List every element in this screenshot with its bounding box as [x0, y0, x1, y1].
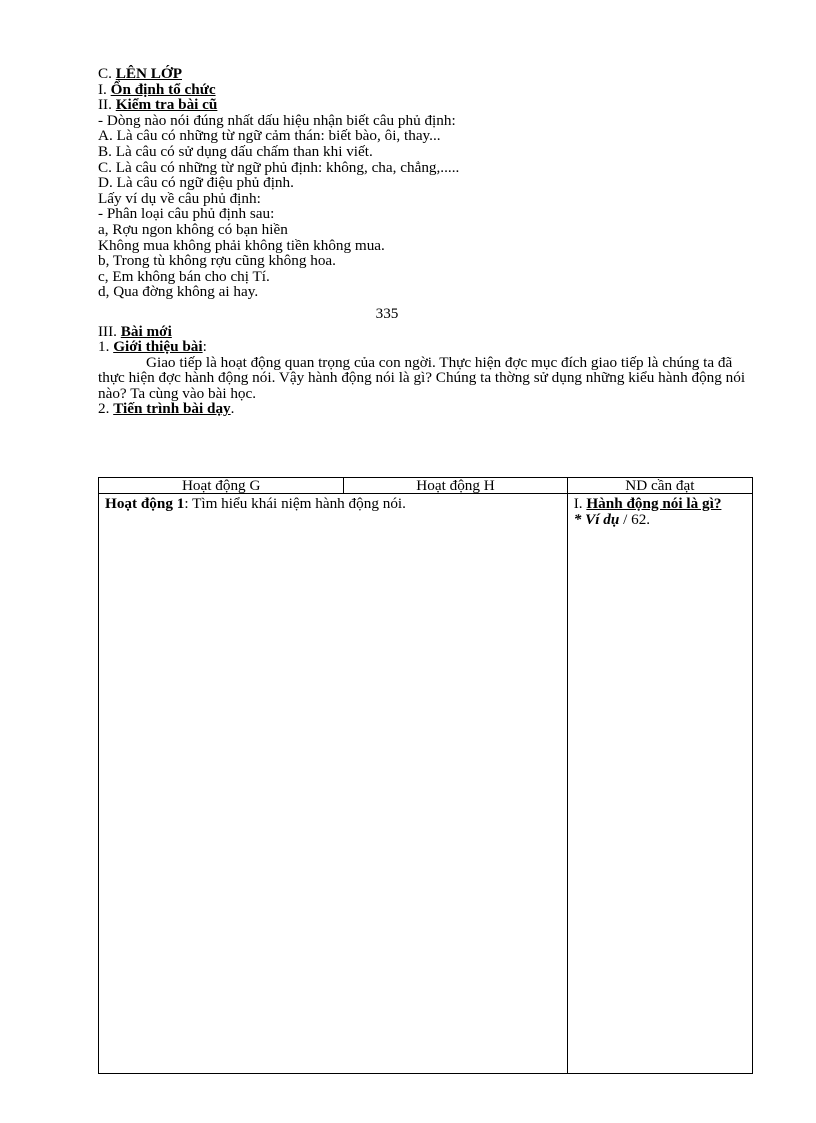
- review-line: Không mua không phải không tiền không mua.: [98, 236, 385, 254]
- page-number: 335: [375, 304, 399, 322]
- activity-cell: [99, 494, 568, 1074]
- review-line: B. Là câu có sử dụng dấu chấm than khi viết.: [98, 142, 373, 160]
- document-body: [98, 66, 758, 417]
- review-line: a, Rợu ngon không có bạn hiền: [98, 220, 288, 238]
- lesson-table: [98, 477, 753, 1074]
- activity-text: : Tìm hiểu khái niệm hành động nói.: [184, 495, 406, 512]
- review-line: C. Là câu có những từ ngữ phủ định: không, cha, chẳng,.....: [98, 158, 460, 176]
- section-i: I. Ổn định tổ chức: [98, 80, 216, 98]
- section-iii-title: Bài mới: [120, 322, 172, 340]
- review-line: c, Em không bán cho chị Tí.: [98, 267, 270, 285]
- content-cell: [567, 494, 752, 1074]
- review-line: D. Là câu có ngữ điệu phủ định.: [98, 174, 294, 192]
- process-heading: 2. Tiến trình bài dạy.: [98, 400, 235, 418]
- intro-paragraph: Giao tiếp là hoạt động quan trọng của con ngời. Thực hiện đợc mục đích giao tiếp là chúng ta đã thực hiện đợc hành động nói. Vậy hành động nói là gì? Chúng ta thờng sử dụng những kiểu hành động nói nào? Ta cùng vào bài học.: [98, 353, 746, 402]
- table-row: [99, 494, 753, 1074]
- content-heading-title: Hành động nói là gì?: [586, 495, 722, 512]
- review-line: d, Qua đờng không ai hay.: [98, 283, 259, 301]
- review-line: Lấy ví dụ về câu phủ định:: [98, 189, 261, 207]
- activity-label: Hoạt động 1: [105, 495, 185, 512]
- review-line: b, Trong tù không rợu cũng không hoa.: [98, 252, 336, 270]
- table-header-row: [99, 478, 753, 494]
- content-heading: I. Hành động nói là gì?: [573, 495, 722, 512]
- section-c-title: LÊN LỚP: [115, 65, 182, 82]
- example-line: * Ví dụ / 62.: [573, 510, 651, 528]
- example-label: * Ví dụ: [573, 510, 620, 528]
- intro-heading: 1. Giới thiệu bài:: [98, 338, 207, 356]
- header-student-activity: Hoạt động H: [344, 478, 567, 494]
- review-line: - Dòng nào nói đúng nhất dấu hiệu nhận biết câu phủ định:: [98, 111, 456, 129]
- section-ii: II. Kiểm tra bài cũ: [98, 96, 218, 114]
- review-line: A. Là câu có những từ ngữ cảm thán: biết bào, ôi, thay...: [98, 127, 441, 145]
- header-content: ND cần đạt: [567, 478, 752, 494]
- section-c: C. LÊN LỚP: [98, 65, 182, 82]
- intro-title: Giới thiệu bài: [113, 338, 203, 356]
- header-teacher-activity: Hoạt động G: [99, 478, 344, 494]
- review-line: - Phân loại câu phủ định sau:: [98, 205, 275, 223]
- process-title: Tiến trình bài dạy: [113, 400, 231, 418]
- section-ii-title: Kiểm tra bài cũ: [115, 96, 218, 114]
- section-i-title: Ổn định tổ chức: [110, 80, 216, 98]
- section-iii: III. Bài mới: [98, 322, 172, 340]
